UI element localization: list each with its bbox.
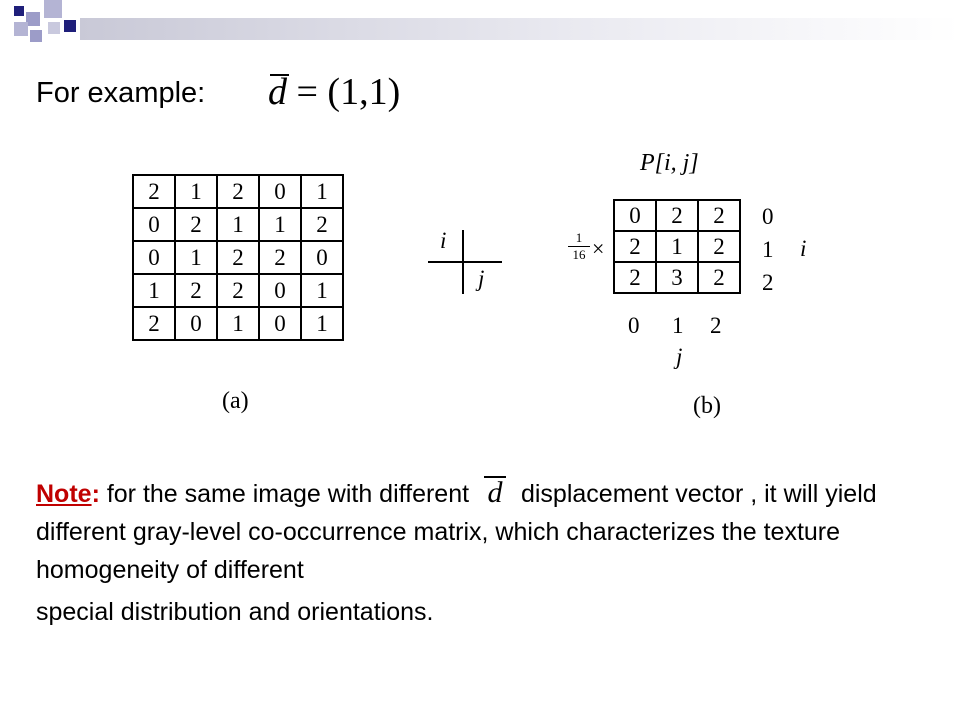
grid-row xyxy=(133,274,343,307)
grid-cell: 2 xyxy=(175,274,217,307)
grid-row xyxy=(133,208,343,241)
equation xyxy=(268,70,400,114)
row-index: 0 xyxy=(762,204,774,229)
note-text-before: for the same image with different xyxy=(99,480,470,508)
matrix-title xyxy=(640,150,699,177)
grid-row xyxy=(133,307,343,340)
matrix-cell: 0 xyxy=(614,200,656,231)
cooccurrence-matrix xyxy=(613,199,741,294)
times-symbol: × xyxy=(592,236,605,261)
scale-fraction xyxy=(568,231,590,262)
grid-cell: 0 xyxy=(175,307,217,340)
grid-cell: 0 xyxy=(259,175,301,208)
grid-cell: 1 xyxy=(217,208,259,241)
header-square-lavender-4 xyxy=(30,30,42,42)
grid-cell: 1 xyxy=(175,241,217,274)
equation-value: = (1,1) xyxy=(296,71,401,113)
matrix-cell: 1 xyxy=(656,231,698,262)
grid-cell: 0 xyxy=(301,241,343,274)
header-square-navy-2 xyxy=(64,20,76,32)
matrix-row xyxy=(614,262,740,293)
grid-cell: 2 xyxy=(133,307,175,340)
row-axis-label: i xyxy=(800,236,807,261)
note-paragraph xyxy=(36,474,936,631)
matrix-cell: 2 xyxy=(614,231,656,262)
header-square-lavender-1 xyxy=(26,12,40,26)
grid-cell: 1 xyxy=(133,274,175,307)
row-index: 1 xyxy=(762,237,774,262)
grid-row xyxy=(133,241,343,274)
grid-row xyxy=(133,175,343,208)
grid-cell: 2 xyxy=(133,175,175,208)
grid-cell: 1 xyxy=(301,175,343,208)
grid-cell: 2 xyxy=(217,175,259,208)
matrix-cell: 2 xyxy=(698,262,740,293)
row-index: 2 xyxy=(762,270,774,295)
grid-cell: 0 xyxy=(259,307,301,340)
cross-i-label: i xyxy=(440,228,447,253)
matrix-cell: 2 xyxy=(698,200,740,231)
col-index: 1 xyxy=(672,313,684,338)
grid-cell: 2 xyxy=(259,241,301,274)
header-square-lavender-3 xyxy=(14,22,28,36)
note-label: Note xyxy=(36,480,92,508)
grid-cell: 1 xyxy=(301,274,343,307)
grid-cell: 1 xyxy=(175,175,217,208)
header-bar xyxy=(80,18,960,40)
fraction-numerator: 1 xyxy=(575,230,583,245)
grid-cell: 0 xyxy=(133,241,175,274)
col-axis-label: j xyxy=(676,344,683,369)
col-index: 2 xyxy=(710,313,722,338)
note-colon: : xyxy=(91,480,100,508)
slide-title: For example: xyxy=(36,77,206,109)
fraction-denominator: 16 xyxy=(572,247,586,262)
grid-cell: 0 xyxy=(133,208,175,241)
matrix-cell: 2 xyxy=(656,200,698,231)
grid-cell: 2 xyxy=(217,241,259,274)
matrix-cell: 2 xyxy=(614,262,656,293)
header-square-navy-1 xyxy=(14,6,24,16)
grid-cell: 2 xyxy=(175,208,217,241)
grid-cell: 2 xyxy=(301,208,343,241)
caption-a: (a) xyxy=(222,388,249,414)
matrix-cell: 3 xyxy=(656,262,698,293)
note-last-line: special distribution and orientations. xyxy=(36,598,434,626)
grid-cell: 1 xyxy=(217,307,259,340)
grid-cell: 1 xyxy=(301,307,343,340)
d-vector-symbol: d xyxy=(268,71,287,113)
cross-horizontal-line xyxy=(428,261,502,263)
grid-cell: 1 xyxy=(259,208,301,241)
header-square-lavender-2 xyxy=(44,0,62,18)
grid-cell: 0 xyxy=(259,274,301,307)
matrix-title-text: P[i, j] xyxy=(640,150,699,176)
matrix-row xyxy=(614,231,740,262)
caption-b: (b) xyxy=(693,393,721,419)
col-index: 0 xyxy=(628,313,640,338)
matrix-cell: 2 xyxy=(698,231,740,262)
image-grid xyxy=(132,174,344,341)
note-text-after: displacement vector , it will yield different gray-level co-occurrence matrix, which characterizes the texture homogeneity of different xyxy=(36,480,877,584)
cross-j-label: j xyxy=(478,266,485,291)
d-vector-inline-symbol: d xyxy=(484,474,506,512)
matrix-row xyxy=(614,200,740,231)
header-square-lavender-5 xyxy=(48,22,60,34)
grid-cell: 2 xyxy=(217,274,259,307)
